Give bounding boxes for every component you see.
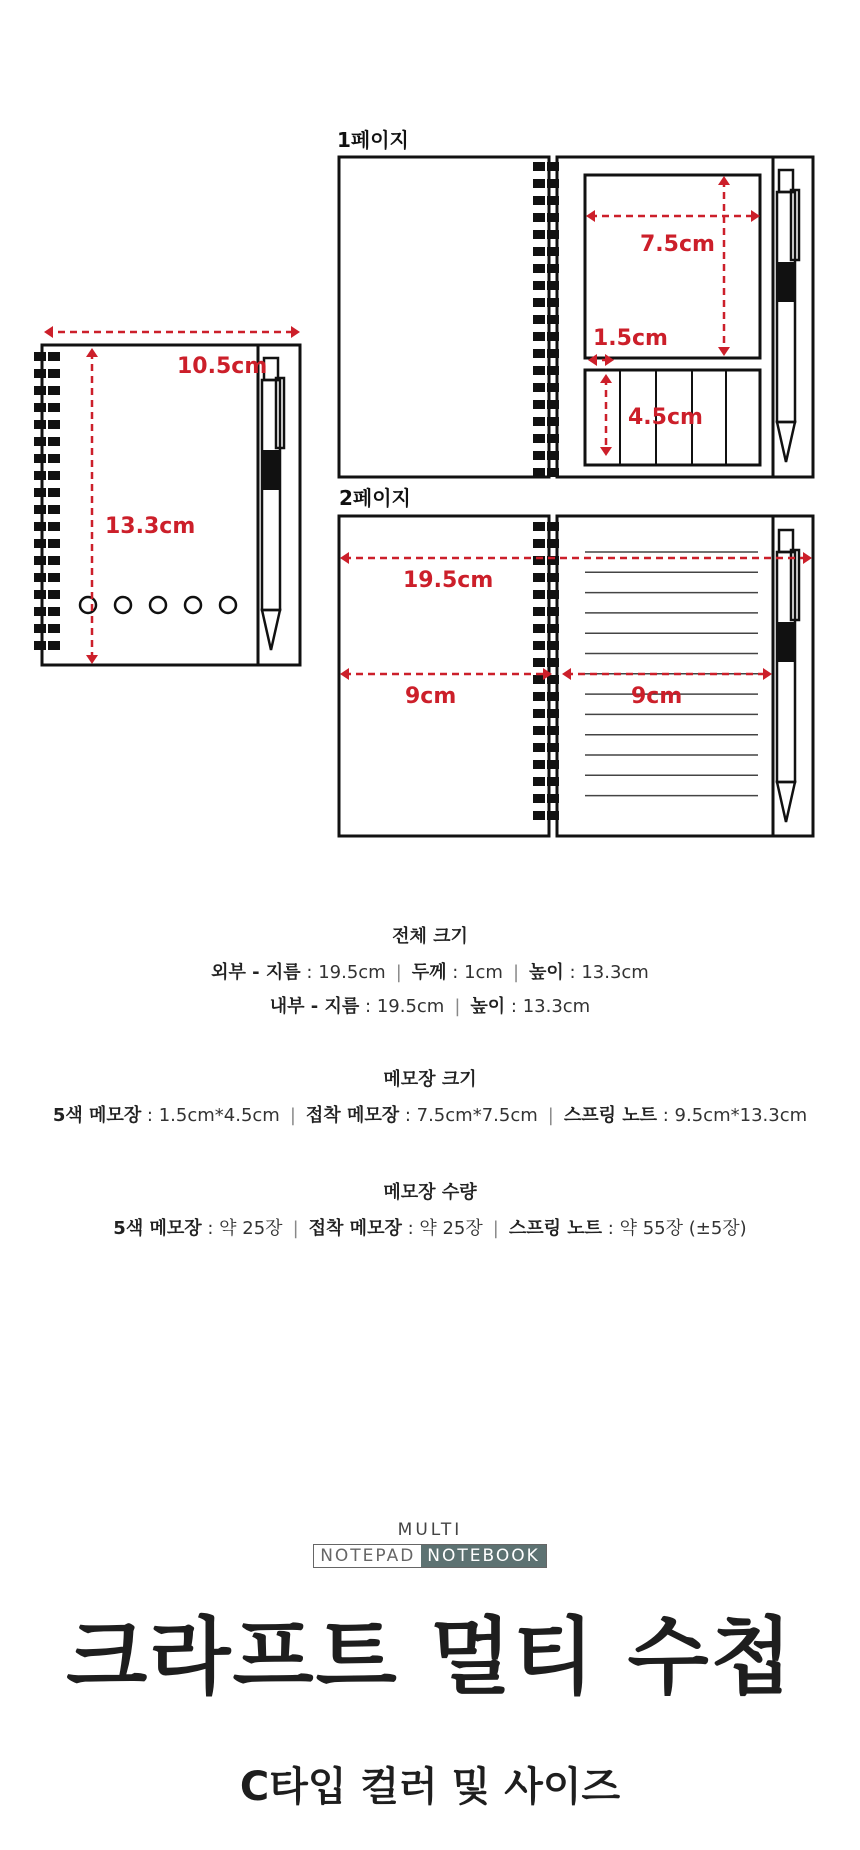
closed-notebook-spiral-loop xyxy=(34,488,46,497)
sticky-memo-label: 접착 메모장 xyxy=(305,1105,400,1126)
closed-notebook-spiral-loop xyxy=(34,624,46,633)
page1-spiral-loop xyxy=(547,434,559,443)
page2-spiral-loop xyxy=(533,777,545,786)
closed-notebook-spiral-loop xyxy=(34,403,46,412)
page2-spiral-loop xyxy=(533,760,545,769)
five-color-memo-label: 5색 메모장 xyxy=(113,1218,202,1239)
spring-note-qty: : 약 55장 (±5장) xyxy=(602,1218,747,1239)
page1-spiral-loop xyxy=(533,230,545,239)
closed-notebook-spiral-loop xyxy=(34,454,46,463)
page1-spiral-loop xyxy=(547,468,559,477)
arrow-right xyxy=(763,668,772,680)
page1-pen-grip xyxy=(777,262,795,302)
page2-spiral-loop xyxy=(547,794,559,803)
inner-height-value: : 13.3cm xyxy=(505,996,591,1017)
page2-pen-barrel xyxy=(777,552,795,782)
arrow-left xyxy=(562,668,571,680)
separator: | xyxy=(292,1218,299,1239)
arrow-right xyxy=(803,552,812,564)
arrow-right xyxy=(291,326,300,338)
page2-spiral-loop xyxy=(547,743,559,752)
page2-label: 2페이지 xyxy=(339,486,411,510)
total-size-section xyxy=(0,922,860,1026)
page2-spiral-loop xyxy=(547,777,559,786)
page1-spiral-loop xyxy=(547,332,559,341)
closed-notebook-spiral-loop xyxy=(48,420,60,429)
arrow-down xyxy=(600,447,612,456)
closed-notebook-pen-tip xyxy=(262,610,280,650)
page1-spiral-loop xyxy=(533,332,545,341)
page2-spiral-loop xyxy=(547,539,559,548)
closed-notebook-spiral-loop xyxy=(48,454,60,463)
closed-notebook-spiral-loop xyxy=(48,403,60,412)
page2-spiral-loop xyxy=(547,692,559,701)
page1-spiral-loop xyxy=(533,349,545,358)
inner-height-label: 높이 xyxy=(470,996,506,1017)
page1-spiral-loop xyxy=(533,417,545,426)
page2-right-page xyxy=(557,516,813,836)
page1-spiral-loop xyxy=(547,451,559,460)
page1-spiral-loop xyxy=(533,451,545,460)
page2-spiral-loop xyxy=(547,658,559,667)
thickness-label: 두께 xyxy=(411,962,447,983)
arrow-up xyxy=(718,176,730,185)
arrow-down xyxy=(86,655,98,664)
page2-pen-tip xyxy=(777,782,795,822)
page2-spiral-loop xyxy=(533,522,545,531)
separator: | xyxy=(289,1105,296,1126)
closed-notebook-spiral-loop xyxy=(48,471,60,480)
arrow-left xyxy=(588,354,597,366)
page1-spiral-loop xyxy=(547,349,559,358)
page2-spiral-loop xyxy=(533,607,545,616)
page1-spiral-loop xyxy=(547,179,559,188)
closed-notebook-spiral-loop xyxy=(48,386,60,395)
page1-pen-barrel xyxy=(777,192,795,422)
closed-notebook-spiral-loop xyxy=(48,590,60,599)
page2-spiral-loop xyxy=(533,641,545,650)
inner-diameter-value: : 19.5cm xyxy=(359,996,445,1017)
dim-closed-width: 10.5cm xyxy=(177,354,268,379)
closed-notebook-hole xyxy=(115,597,131,613)
separator: | xyxy=(547,1105,554,1126)
dim-right-half: 9cm xyxy=(631,684,683,709)
page2-spiral-loop xyxy=(533,794,545,803)
page1-spiral-loop xyxy=(533,213,545,222)
inner-diameter-label: 내부 - 지름 xyxy=(269,996,360,1017)
page2-spiral-loop xyxy=(547,522,559,531)
page1-spiral-loop xyxy=(533,298,545,307)
closed-notebook-spiral-loop xyxy=(48,369,60,378)
page2-spiral-loop xyxy=(533,590,545,599)
page2-spiral-loop xyxy=(547,675,559,684)
five-color-memo-size: : 1.5cm*4.5cm xyxy=(141,1105,280,1126)
outer-size-line xyxy=(0,958,860,984)
sticky-memo-label: 접착 메모장 xyxy=(308,1218,402,1239)
dim-flag-width: 1.5cm xyxy=(593,326,668,351)
page2-spiral-loop xyxy=(547,607,559,616)
page1-spiral-loop xyxy=(533,315,545,324)
spring-note-label: 스프링 노트 xyxy=(563,1105,658,1126)
closed-notebook-spiral-loop xyxy=(34,420,46,429)
page1-spiral-loop xyxy=(533,179,545,188)
page2-spiral-loop xyxy=(547,590,559,599)
page1-spiral-loop xyxy=(547,298,559,307)
page2-spiral-loop xyxy=(533,726,545,735)
page2-left-page xyxy=(339,516,549,836)
closed-notebook-spiral-loop xyxy=(34,573,46,582)
page1-spiral-loop xyxy=(547,417,559,426)
closed-notebook-spiral-loop xyxy=(48,522,60,531)
page1-left-page xyxy=(339,157,549,477)
closed-notebook-spiral-loop xyxy=(48,505,60,514)
closed-notebook-pen-barrel xyxy=(262,380,280,610)
arrow-left xyxy=(340,552,349,564)
arrow-right xyxy=(605,354,614,366)
closed-notebook-spiral-loop xyxy=(48,624,60,633)
page1-spiral-loop xyxy=(547,366,559,375)
product-title: 크라프트 멀티 수첩 xyxy=(66,1608,794,1706)
product-subtitle: C타입 컬러 및 사이즈 xyxy=(239,1764,621,1810)
brand-multi: MULTI xyxy=(397,1520,463,1540)
page1-spiral-loop xyxy=(547,315,559,324)
outer-diameter-label: 외부 - 지름 xyxy=(211,962,301,983)
dim-closed-height: 13.3cm xyxy=(105,514,196,539)
dim-flag-height: 4.5cm xyxy=(628,405,703,430)
page2-spiral-loop xyxy=(533,658,545,667)
page1-spiral-loop xyxy=(547,162,559,171)
closed-notebook-spiral-loop xyxy=(34,590,46,599)
page2-spiral-loop xyxy=(547,624,559,633)
brand-logo xyxy=(0,1520,860,1568)
page1-spiral-loop xyxy=(533,366,545,375)
memo-quantity-title: 메모장 수량 xyxy=(383,1182,477,1203)
page1-spiral-loop xyxy=(547,247,559,256)
arrow-left xyxy=(44,326,53,338)
five-color-memo-qty: : 약 25장 xyxy=(201,1218,283,1239)
arrow-left xyxy=(340,668,349,680)
page2-pen-cap xyxy=(779,530,793,552)
page2-spiral-loop xyxy=(533,692,545,701)
closed-notebook-spiral-loop xyxy=(48,437,60,446)
closed-notebook-pen-grip xyxy=(262,450,280,490)
page2-spiral-loop xyxy=(533,811,545,820)
separator: | xyxy=(512,962,520,983)
arrow-up xyxy=(86,348,98,357)
page1-spiral-loop xyxy=(547,264,559,273)
page1-spiral-loop xyxy=(547,383,559,392)
diagram-shapes xyxy=(34,157,813,836)
outer-diameter-value: : 19.5cm xyxy=(300,962,386,983)
closed-notebook-spiral-loop xyxy=(34,607,46,616)
closed-notebook-spiral-loop xyxy=(48,641,60,650)
outer-height-value: : 13.3cm xyxy=(563,962,649,983)
closed-notebook-spiral-loop xyxy=(48,556,60,565)
closed-notebook-spiral-loop xyxy=(34,505,46,514)
arrow-up xyxy=(600,374,612,383)
dim-left-half: 9cm xyxy=(405,684,457,709)
page1-spiral-loop xyxy=(533,281,545,290)
closed-notebook-spiral-loop xyxy=(48,488,60,497)
page2-pen-grip xyxy=(777,622,795,662)
page2-spiral-loop xyxy=(547,641,559,650)
closed-notebook-spiral-loop xyxy=(34,539,46,548)
sticky-memo-qty: : 약 25장 xyxy=(401,1218,483,1239)
memo-size-title: 메모장 크기 xyxy=(383,1069,477,1090)
page1-spiral-loop xyxy=(533,383,545,392)
inner-size-line xyxy=(0,992,860,1018)
page1-spiral-loop xyxy=(533,264,545,273)
page2-spiral-loop xyxy=(533,709,545,718)
closed-notebook-spiral-loop xyxy=(34,437,46,446)
closed-notebook-spiral-loop xyxy=(48,607,60,616)
outer-height-label: 높이 xyxy=(529,962,564,983)
brand-notebook: NOTEBOOK xyxy=(421,1545,546,1567)
closed-notebook-spiral-loop xyxy=(34,386,46,395)
closed-notebook-spiral-loop xyxy=(34,641,46,650)
separator: | xyxy=(492,1218,499,1239)
page1-spiral-loop xyxy=(547,213,559,222)
closed-notebook-spiral-loop xyxy=(34,471,46,480)
page1-pen-tip xyxy=(777,422,795,462)
arrow-down xyxy=(718,347,730,356)
brand-notepad: NOTEPAD xyxy=(314,1545,421,1567)
page2-spiral-loop xyxy=(533,539,545,548)
page2-spiral-loop xyxy=(547,573,559,582)
five-color-memo-label: 5색 메모장 xyxy=(52,1105,142,1126)
closed-notebook-hole xyxy=(220,597,236,613)
page1-pen-cap xyxy=(779,170,793,192)
notebook-dimension-diagram xyxy=(0,0,860,860)
closed-notebook-spiral-loop xyxy=(34,352,46,361)
page1-spiral-loop xyxy=(547,230,559,239)
page1-label: 1페이지 xyxy=(337,128,409,152)
page1-spiral-loop xyxy=(547,281,559,290)
page2-spiral-loop xyxy=(547,726,559,735)
page2-spiral-loop xyxy=(547,760,559,769)
page1-spiral-loop xyxy=(533,247,545,256)
spring-note-label: 스프링 노트 xyxy=(508,1218,603,1239)
page2-spiral-loop xyxy=(533,743,545,752)
closed-notebook-hole xyxy=(80,597,96,613)
page1-spiral-loop xyxy=(533,196,545,205)
sticky-memo-size: : 7.5cm*7.5cm xyxy=(399,1105,538,1126)
brand-notepad-notebook xyxy=(313,1544,547,1568)
total-size-title: 전체 크기 xyxy=(392,926,468,947)
thickness-value: : 1cm xyxy=(446,962,503,983)
page1-spiral-loop xyxy=(533,434,545,443)
memo-quantity-section xyxy=(0,1178,860,1248)
separator: | xyxy=(395,962,402,983)
closed-notebook-spiral-loop xyxy=(48,539,60,548)
spring-note-size: : 9.5cm*13.3cm xyxy=(657,1105,808,1126)
separator: | xyxy=(454,996,461,1017)
memo-quantity-line xyxy=(0,1214,860,1240)
closed-notebook-spiral-loop xyxy=(48,573,60,582)
page2-spiral-loop xyxy=(547,811,559,820)
arrow-left xyxy=(586,210,595,222)
page2-spiral-loop xyxy=(547,709,559,718)
page1-spiral-loop xyxy=(533,162,545,171)
closed-notebook-hole xyxy=(150,597,166,613)
page1-spiral-loop xyxy=(533,400,545,409)
closed-notebook-hole xyxy=(185,597,201,613)
page2-spiral-loop xyxy=(533,624,545,633)
page2-spiral-loop xyxy=(533,573,545,582)
dim-sticky-size: 7.5cm xyxy=(640,232,715,257)
closed-notebook-spiral-loop xyxy=(34,556,46,565)
dim-open-width: 19.5cm xyxy=(403,568,494,593)
memo-size-section xyxy=(0,1065,860,1135)
page1-spiral-loop xyxy=(547,400,559,409)
closed-notebook-spiral-loop xyxy=(48,352,60,361)
closed-notebook-spiral-loop xyxy=(34,369,46,378)
page1-spiral-loop xyxy=(533,468,545,477)
closed-notebook-spiral-loop xyxy=(34,522,46,531)
memo-size-line xyxy=(0,1101,860,1127)
page1-spiral-loop xyxy=(547,196,559,205)
